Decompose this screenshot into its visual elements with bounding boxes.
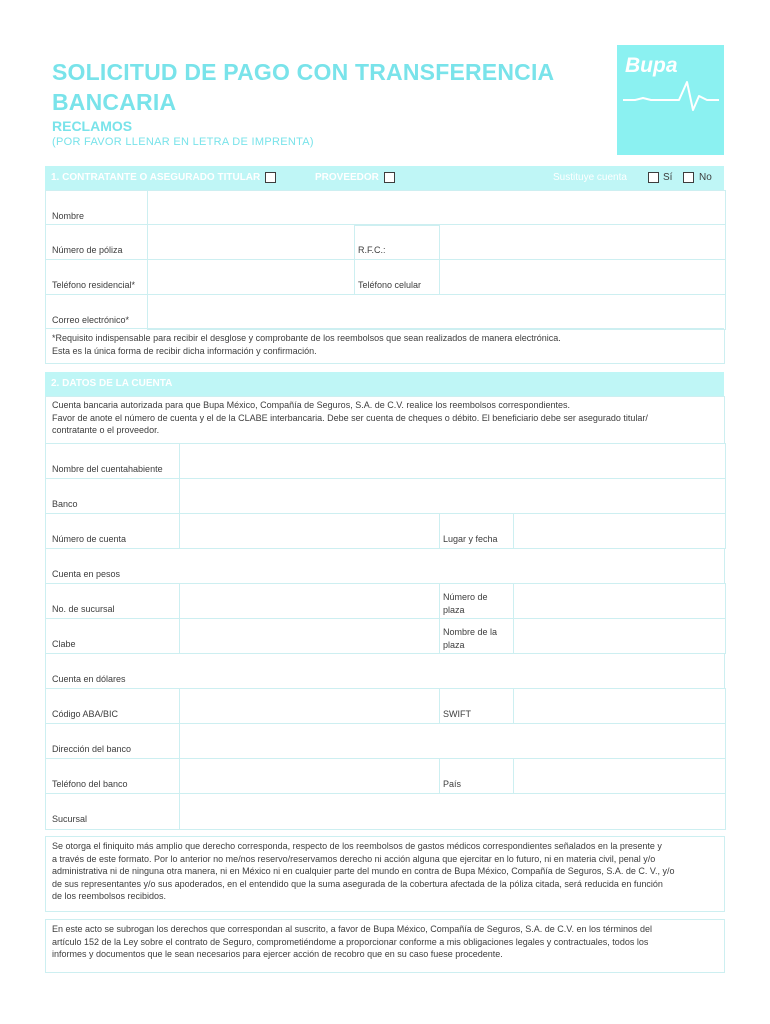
place-date-label: Lugar y fecha (443, 534, 498, 544)
email-label: Correo electrónico* (52, 315, 130, 325)
email-note-line2: Esta es la única forma de recibir dicha información y confirmación. (52, 345, 317, 356)
divider (46, 548, 724, 549)
branch-label: Sucursal (52, 814, 88, 824)
plaza-name-label (443, 626, 497, 651)
section2-body (45, 396, 725, 830)
replace-yes-label: Sí (663, 172, 673, 183)
branch-number-label: No. de sucursal (52, 604, 115, 614)
account-holder-label: Nombre del cuentahabiente (52, 464, 163, 474)
aba-label: Código ABA/BIC (52, 709, 119, 719)
name-label: Nombre (52, 211, 85, 221)
bank-input[interactable] (179, 478, 726, 514)
form-title-line1: SOLICITUD DE PAGO CON TRANSFERENCIA (52, 59, 555, 85)
release-clause-line4: de sus representantes y/o sus apoderados, en el entendido que la suma asegurada de la cobertura afectada de la póliza citada, será reducida en función (52, 878, 663, 889)
clabe-label: Clabe (52, 639, 76, 649)
aba-input[interactable] (179, 688, 440, 724)
plaza-number-input[interactable] (513, 583, 726, 619)
email-note (52, 332, 561, 357)
titular-checkbox[interactable] (265, 172, 276, 183)
account-intro (52, 399, 648, 437)
account-holder-input[interactable] (179, 443, 726, 479)
form-title (52, 57, 612, 117)
policy-number-label: Número de póliza (52, 245, 123, 255)
branch-input[interactable] (179, 793, 726, 830)
replace-no-label: No (699, 172, 712, 183)
rfc-label: R.F.C.: (358, 245, 386, 255)
replace-account-label: Sustituye cuenta (553, 172, 627, 183)
rfc-input[interactable] (439, 224, 726, 260)
policy-number-input[interactable] (147, 224, 355, 260)
dollars-account-label: Cuenta en dólares (52, 674, 126, 684)
plaza-name-label-line1: Nombre de la (443, 627, 498, 637)
bank-address-label: Dirección del banco (52, 744, 132, 754)
cell-phone-input[interactable] (439, 259, 726, 295)
provider-label: PROVEEDOR (315, 172, 379, 183)
country-input[interactable] (513, 758, 726, 794)
bank-label: Banco (52, 499, 78, 509)
divider (46, 328, 724, 329)
provider-checkbox[interactable] (384, 172, 395, 183)
cell-phone-label: Teléfono celular (358, 280, 422, 290)
subrogation-clause-line2: artículo 152 de la Ley sobre el contrato de Seguro, comprometiéndome a proporcionar conforme a mis obligaciones legales y contractuales, todos los (52, 936, 649, 947)
plaza-number-label (443, 591, 488, 616)
email-input[interactable] (147, 294, 726, 330)
release-clause-line1: Se otorga el finiquito más amplio que derecho corresponda, respecto de los reembolsos de gastos médicos correspondientes señalados en la presente y (52, 841, 662, 851)
bank-phone-input[interactable] (179, 758, 440, 794)
account-number-input[interactable] (179, 513, 440, 549)
bupa-logo (617, 45, 724, 155)
section1-heading: 1. CONTRATANTE O ASEGURADO TITULAR (51, 172, 261, 183)
swift-input[interactable] (513, 688, 726, 724)
replace-yes-checkbox[interactable] (648, 172, 659, 183)
home-phone-input[interactable] (147, 259, 355, 295)
bank-address-input[interactable] (179, 723, 726, 759)
account-intro-line3: contratante o el proveedor. (52, 425, 160, 435)
home-phone-label: Teléfono residencial* (52, 280, 136, 290)
clabe-input[interactable] (179, 618, 440, 654)
section2-heading: 2. DATOS DE LA CUENTA (51, 378, 173, 389)
place-date-input[interactable] (513, 513, 726, 549)
pesos-account-label: Cuenta en pesos (52, 569, 121, 579)
form-subtitle: RECLAMOS (52, 118, 133, 134)
replace-no-checkbox[interactable] (683, 172, 694, 183)
release-clause-line2: a través de este formato. Por lo anterior no me/nos reservo/reservamos derecho ni acción alguna que ejercitar en lo futuro, ni en materia civil, penal y/o (52, 853, 656, 864)
subrogation-clause-line3: informes y documentos que le sean necesarios para ejercer acción de recobro que en su caso fuese procedente. (52, 949, 503, 959)
account-intro-line1: Cuenta bancaria autorizada para que Bupa México, Compañía de Seguros, S.A. de C.V. realice los reembolsos correspondientes. (52, 400, 570, 410)
divider (46, 653, 724, 654)
heartbeat-icon (621, 78, 721, 118)
swift-label: SWIFT (443, 709, 471, 719)
name-input[interactable] (147, 190, 726, 226)
plaza-name-input[interactable] (513, 618, 726, 654)
section1-body (45, 190, 725, 364)
release-clause (45, 836, 725, 912)
plaza-number-label-line1: Número de (443, 592, 488, 602)
form-title-line2: BANCARIA (52, 89, 177, 115)
plaza-number-label-line2: plaza (443, 604, 465, 615)
account-intro-line2: Favor de anote el número de cuenta y el de la CLABE interbancaria. Debe ser cuenta de cheques o débito. El beneficiario debe ser asegurado titular/ (52, 412, 648, 423)
release-clause-line3: administrativa ni de ninguna otra manera, ni en México ni en cualquier parte del mundo en contra de Bupa México, Compañía de Seguros, S.A. de C. V., y/o (52, 866, 675, 876)
email-note-line1: *Requisito indispensable para recibir el desglose y comprobante de los reembolsos que sean realizados de manera electrónica. (52, 333, 561, 343)
bupa-logo-text: Bupa (625, 54, 678, 77)
subrogation-clause (45, 919, 725, 973)
subrogation-clause-line1: En este acto se subrogan los derechos que correspondan al suscrito, a favor de Bupa México, Compañía de Seguros, S.A. de C.V. en los términos del (52, 924, 653, 934)
branch-number-input[interactable] (179, 583, 440, 619)
plaza-name-label-line2: plaza (443, 639, 465, 650)
section2-header (45, 372, 724, 396)
country-label: País (443, 779, 462, 789)
form-instruction: (POR FAVOR LLENAR EN LETRA DE IMPRENTA) (52, 136, 314, 148)
bank-phone-label: Teléfono del banco (52, 779, 128, 789)
account-number-label: Número de cuenta (52, 534, 127, 544)
section1-header (45, 166, 724, 190)
release-clause-line5: de los reembolsos recibidos. (52, 891, 167, 901)
